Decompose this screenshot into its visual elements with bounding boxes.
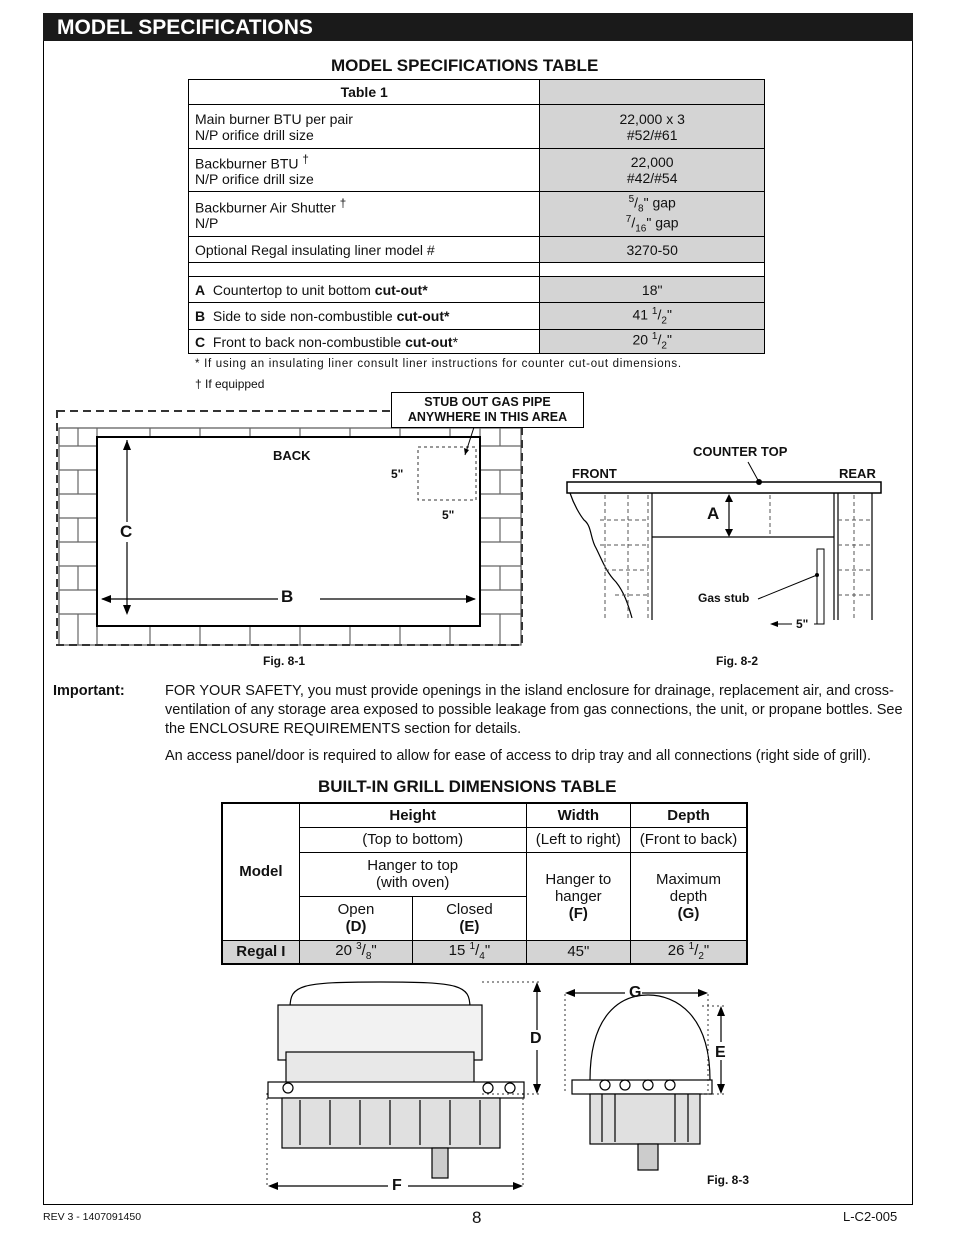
fig2-counter-top: COUNTER TOP	[693, 444, 788, 459]
fig2-dim-5: 5"	[796, 617, 809, 631]
fig1-back-label: BACK	[273, 448, 311, 463]
access-panel-text: An access panel/door is required to allow for ease of access to drip tray and all connections (right side of grill).	[165, 748, 872, 764]
row-label: N/P	[195, 215, 219, 232]
fig1-b-label: B	[281, 587, 294, 606]
row-label: Side to side non-combustible	[212, 308, 397, 324]
row-value: #52/#61	[626, 126, 678, 143]
dagger-mark: †	[302, 152, 309, 166]
fig3-e-label: E	[715, 1044, 726, 1061]
row-label: N/P orifice drill size	[195, 171, 314, 188]
row-value: 41 $^1/_2$"	[540, 303, 765, 330]
table-caption: Table 1	[189, 80, 540, 105]
stub-callout: STUB OUT GAS PIPE ANYWHERE IN THIS AREA	[391, 392, 584, 428]
row-label: Front to back non-combustible	[212, 333, 406, 350]
row-value: #42/#54	[626, 170, 678, 186]
table-row: C Front to back non-combustible cut-out* 20 $^1/_2$"	[189, 330, 765, 354]
page-number: 8	[472, 1208, 482, 1227]
dim-col-depth: Depth	[631, 803, 747, 827]
footnote: † If equipped	[195, 377, 265, 391]
fig3-g-label: G	[629, 984, 642, 1001]
table-row: A Countertop to unit bottom cut-out* 18"	[189, 277, 765, 303]
row-value: $^7/_{16}$" gap	[625, 214, 679, 235]
row-label: Countertop to unit bottom	[212, 281, 375, 298]
row-value: 22,000 x 3	[619, 110, 685, 127]
row-value: 20 $^1/_2$"	[540, 330, 765, 354]
important-text: FOR YOUR SAFETY, you must provide openings in the island enclosure for drainage, replacement air, and cross-ventilation of any storage area exposed to possible leakage from gas connections, the unit, or propane bottles. See the ENCLOSURE REQUIREMENTS section for details.	[165, 683, 903, 737]
footnote: * If using an insulating liner consult liner instructions for counter cut-out dimensions.	[195, 358, 682, 370]
row-label: N/P orifice drill size	[195, 126, 314, 143]
fig2-caption: Fig. 8-2	[716, 654, 759, 668]
fig2-front: FRONT	[572, 466, 617, 481]
spec-table-title: MODEL SPECIFICATIONS TABLE	[331, 56, 599, 75]
table-row: Hanger to top (with oven) Hanger to hanger (F) Maximum depth (G)	[222, 852, 747, 896]
row-value: 22,000	[630, 154, 674, 170]
fig1-dim-5-a: 5"	[391, 467, 404, 481]
fig2-a-label: A	[707, 504, 720, 523]
dim-table-title: BUILT-IN GRILL DIMENSIONS TABLE	[318, 777, 617, 796]
fig3-caption: Fig. 8-3	[707, 1173, 750, 1187]
row-label: Main burner BTU per pair	[195, 110, 353, 127]
cutout-letter: A	[195, 281, 206, 298]
row-value: 3270-50	[540, 237, 765, 263]
row-label: Backburner BTU	[195, 155, 299, 172]
row-label: Optional Regal insulating liner model #	[189, 237, 540, 263]
fig1-caption: Fig. 8-1	[263, 654, 306, 668]
dim-row-label: Regal I	[222, 940, 299, 964]
fig3-d-label: D	[530, 1030, 542, 1047]
fig1-dim-5-b: 5"	[442, 508, 455, 522]
table-row: B Side to side non-combustible cut-out* 41 $^1/_2$"	[189, 303, 765, 330]
fig2-gas-stub: Gas stub	[698, 591, 750, 605]
row-value: $^5/_8$" gap	[628, 193, 676, 214]
table-row: Regal I 20 $^3/_8$" 15 $^1/_4$" 45" 26 $^1/_2$"	[222, 940, 747, 964]
row-label: Backburner Air Shutter	[195, 199, 336, 216]
dim-col-model: Model	[222, 803, 299, 940]
dagger-mark: †	[339, 196, 347, 210]
important-label: Important:	[53, 683, 125, 699]
footer-rev: REV 3 - 1407091450	[43, 1211, 142, 1223]
table-row: Open (D) Closed (E)	[222, 896, 747, 940]
doc-code: L-C2-005	[843, 1209, 898, 1224]
dim-col-width: Width	[526, 803, 630, 827]
cutout-letter: C	[195, 333, 206, 350]
fig1-c-label: C	[120, 522, 133, 541]
fig2-rear: REAR	[839, 466, 876, 481]
dim-col-height: Height	[299, 803, 526, 827]
table-row: (Top to bottom) (Left to right) (Front to back)	[222, 827, 747, 852]
page-title: MODEL SPECIFICATIONS	[43, 13, 913, 41]
fig3-f-label: F	[392, 1177, 402, 1194]
row-value: 18"	[540, 277, 765, 303]
cutout-letter: B	[195, 308, 206, 324]
